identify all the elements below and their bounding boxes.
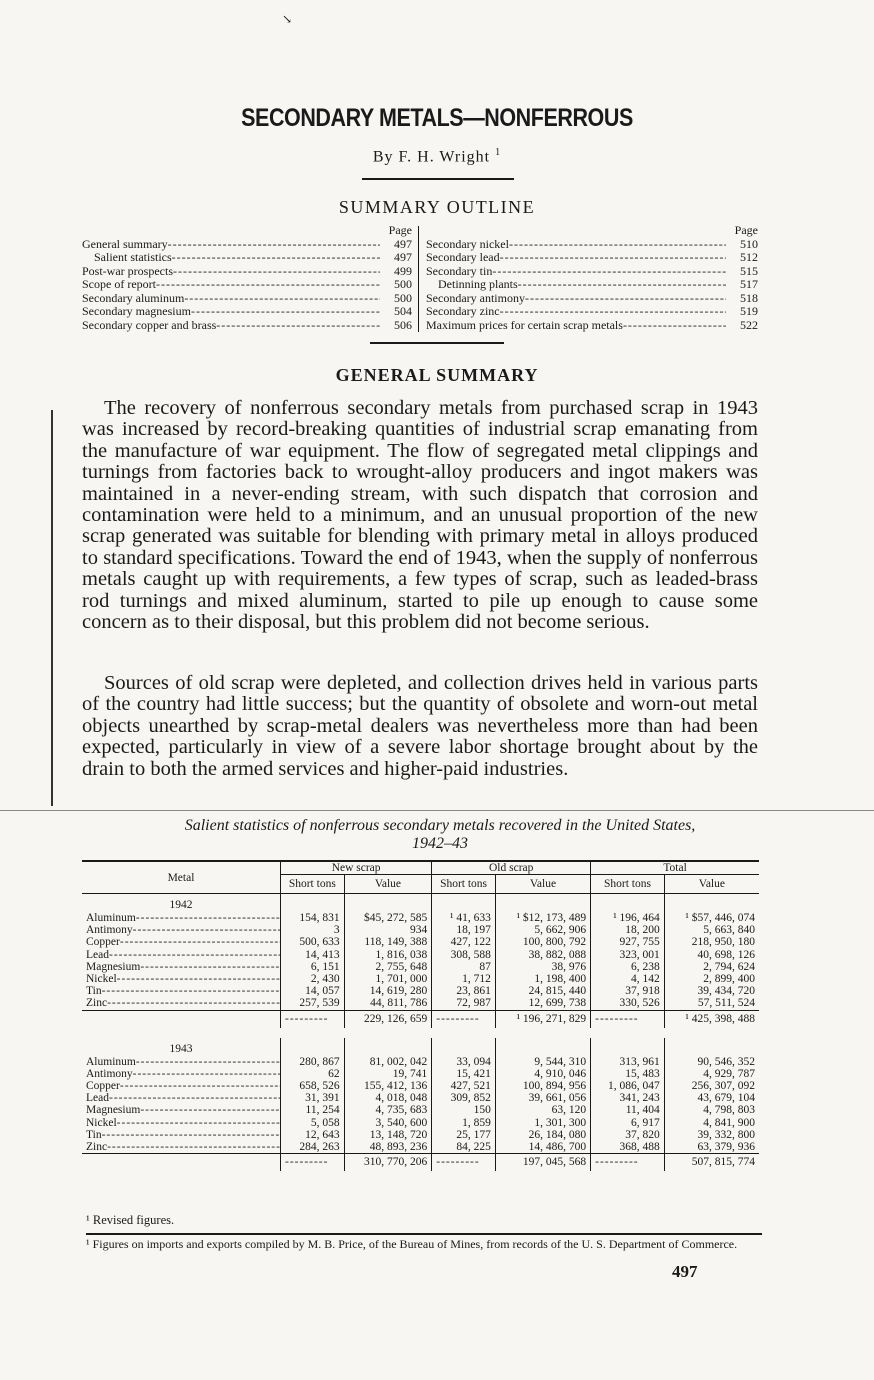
- total-tot-tons-dash: [591, 1154, 665, 1172]
- cell-tot-value: 39, 332, 800: [664, 1129, 759, 1141]
- col-old-scrap-header: Old scrap: [432, 862, 591, 875]
- cell-old-value: 1, 198, 400: [495, 973, 590, 985]
- page-title: SECONDARY METALS—NONFERROUS: [241, 104, 633, 132]
- cell-new-value: 2, 755, 648: [344, 961, 432, 973]
- year-row-cell: [591, 894, 665, 913]
- cell-tot-value: 39, 434, 720: [664, 985, 759, 997]
- metal-name-text: Lead: [86, 1092, 109, 1105]
- cell-new-value: 155, 412, 136: [344, 1080, 432, 1092]
- toc-entry-label: Secondary antimony: [426, 291, 525, 305]
- cell-new-value: 14, 619, 280: [344, 985, 432, 997]
- cell-tot-tons: 15, 483: [591, 1068, 665, 1080]
- toc-leader-dots: [191, 305, 380, 319]
- cell-tot-tons: 6, 917: [591, 1117, 665, 1129]
- table-row: [82, 985, 759, 997]
- toc-entry: [82, 292, 412, 306]
- toc-leader-dots: [156, 278, 380, 292]
- cell-old-value: ¹ $12, 173, 489: [495, 912, 590, 924]
- salient-statistics-table: [82, 862, 759, 1171]
- year-row-cell: [495, 1038, 590, 1056]
- table-title-line-1: Salient statistics of nonferrous secondary metals recovered in the United States,: [184, 817, 696, 834]
- cell-old-value: 63, 120: [495, 1104, 590, 1116]
- toc-entry: [82, 238, 412, 252]
- year-row-cell: [591, 1038, 665, 1056]
- cell-tot-value: 5, 663, 840: [664, 924, 759, 936]
- year-row-cell: [432, 1038, 496, 1056]
- toc-entry: [426, 319, 758, 333]
- metal-name-text: Zinc: [86, 1141, 108, 1154]
- cell-old-tons: 308, 588: [432, 949, 496, 961]
- table-row: [82, 997, 759, 1010]
- table-row: [82, 973, 759, 985]
- metal-name-text: Magnesium: [86, 960, 141, 973]
- toc-entry-label: Scope of report: [82, 278, 156, 291]
- toc-entry: [82, 265, 412, 279]
- cell-tot-value: 4, 929, 787: [664, 1068, 759, 1080]
- metal-name: [82, 949, 281, 961]
- toc-entry-page: 512: [740, 251, 758, 264]
- toc-right-page-header: Page: [734, 223, 758, 237]
- toc-entry-label: Secondary tin: [426, 264, 493, 278]
- toc-right-column: [426, 224, 758, 332]
- col-total-header: Total: [591, 862, 759, 875]
- cell-new-tons: 11, 254: [281, 1104, 345, 1116]
- toc-leader-dots: [525, 292, 726, 306]
- cell-old-value: 12, 699, 738: [495, 997, 590, 1010]
- section-divider: [0, 810, 874, 811]
- footnote-revised: ¹ Revised figures.: [86, 1213, 175, 1227]
- table-row: [82, 1068, 759, 1080]
- metal-name-text: Antimony: [86, 1067, 133, 1080]
- toc-entry-page: 510: [740, 237, 758, 251]
- cell-old-tons: 427, 521: [432, 1080, 496, 1092]
- toc-entry-page: 500: [394, 278, 412, 291]
- cell-new-tons: 3: [281, 924, 345, 936]
- metal-name: [82, 985, 281, 997]
- cell-new-tons: 31, 391: [281, 1092, 345, 1104]
- table-title: [60, 817, 820, 853]
- scan-mark: ↘: [282, 12, 293, 26]
- toc-entry-label: General summary: [82, 237, 168, 251]
- summary-outline-heading: SUMMARY OUTLINE: [338, 197, 536, 217]
- cell-tot-tons: 37, 918: [591, 985, 665, 997]
- cell-new-tons: 14, 057: [281, 985, 345, 997]
- cell-tot-value: 2, 899, 400: [664, 973, 759, 985]
- cell-old-tons: 309, 852: [432, 1092, 496, 1104]
- metal-name: [82, 961, 281, 973]
- metal-name-text: Aluminum: [86, 912, 136, 924]
- cell-tot-tons: 18, 200: [591, 924, 665, 936]
- total-new-value: 310, 770, 206: [344, 1154, 432, 1172]
- toc-entry: [426, 265, 758, 279]
- cell-tot-value: 57, 511, 524: [664, 997, 759, 1010]
- toc-entry-page: 519: [740, 305, 758, 318]
- margin-bar: [51, 410, 53, 806]
- toc-entry-label: Secondary nickel: [426, 237, 509, 251]
- total-tot-value: ¹ 425, 398, 488: [664, 1010, 759, 1028]
- year-row-cell: [281, 894, 345, 913]
- cell-new-tons: 2, 430: [281, 973, 345, 985]
- cell-new-value: 118, 149, 388: [344, 936, 432, 948]
- total-new-tons-dash: [281, 1154, 345, 1172]
- cell-tot-tons: 37, 820: [591, 1129, 665, 1141]
- toc-entry-label: Salient statistics: [94, 251, 172, 264]
- total-tot-tons-dash: [591, 1010, 665, 1028]
- spacer-row: [82, 1028, 759, 1038]
- toc-entry-page: 506: [394, 318, 412, 332]
- total-new-value: 229, 126, 659: [344, 1010, 432, 1028]
- total-row: [82, 1154, 759, 1172]
- metal-name: [82, 997, 281, 1010]
- cell-tot-tons: 927, 755: [591, 936, 665, 948]
- byline: [0, 147, 874, 166]
- cell-old-value: 5, 662, 906: [495, 924, 590, 936]
- toc-entry-label: Detinning plants: [438, 278, 518, 291]
- toc-leader-dots: [500, 305, 726, 319]
- summary-paragraph-1-text: The recovery of nonferrous secondary metals from purchased scrap in 1943 was increased by record-breaking quantities of industrial scrap emanating from the manufacture of war equipment. The flow of segregated metal clippings and turnings from factories back to wrought-alloy producers and ingot makers was maintained in a never-ending stream, with such dispatch that corrosion and contamination were held to a minimum, and an unusual proportion of the new scrap generated was suitable for blending with primary metal in alloys produced to standard specifications. Toward the end of 1943, when the supply of nonferrous metals caught up with requirements, a few types of scrap, such as leaded-brass rod turnings and mixed aluminum, started to pile up enough to cause some concern as to their disposal, but this problem did not become serious.: [82, 397, 758, 634]
- toc-left-column: [82, 224, 412, 332]
- cell-new-tons: 658, 526: [281, 1080, 345, 1092]
- footnote-author: ¹ Figures on imports and exports compiled by M. B. Price, of the Bureau of Mines, from records of the U. S. Department of Commerce.: [86, 1237, 738, 1251]
- cell-tot-tons: 323, 001: [591, 949, 665, 961]
- toc-entry: [426, 305, 758, 319]
- cell-old-value: 38, 976: [495, 961, 590, 973]
- table-row: [82, 1080, 759, 1092]
- metal-name: [82, 1104, 281, 1116]
- metal-name: [82, 1056, 281, 1068]
- col-metal-header: Metal: [82, 862, 281, 894]
- cell-tot-tons: 1, 086, 047: [591, 1080, 665, 1092]
- toc-entry-page: 500: [394, 291, 412, 305]
- table-row: [82, 924, 759, 936]
- year-row-cell: [432, 894, 496, 913]
- toc-leader-dots: [500, 251, 726, 265]
- col-new-scrap-header: New scrap: [281, 862, 432, 875]
- cell-tot-value: 4, 841, 900: [664, 1117, 759, 1129]
- cell-old-tons: 1, 859: [432, 1117, 496, 1129]
- table-row: [82, 936, 759, 948]
- cell-new-value: 4, 018, 048: [344, 1092, 432, 1104]
- cell-tot-tons: 341, 243: [591, 1092, 665, 1104]
- toc-leader-dots: [518, 278, 726, 292]
- year-label: 1943: [169, 1042, 193, 1055]
- year-row-cell: [664, 1038, 759, 1056]
- toc-entry-label: Secondary zinc: [426, 305, 500, 318]
- toc-leader-dots: [509, 238, 726, 252]
- spacer-cell: [82, 1028, 759, 1038]
- metal-name-text: Nickel: [86, 1116, 117, 1129]
- year-row-cell: [495, 894, 590, 913]
- total-old-tons-dash: [432, 1010, 496, 1028]
- cell-tot-tons: 368, 488: [591, 1141, 665, 1154]
- cell-tot-value: ¹ $57, 446, 074: [664, 912, 759, 924]
- cell-old-tons: 15, 421: [432, 1068, 496, 1080]
- year-label: 1942: [169, 899, 193, 911]
- toc-entry-label: Maximum prices for certain scrap metals: [426, 318, 623, 332]
- total-row: [82, 1010, 759, 1028]
- toc-entry-label: Secondary copper and brass: [82, 318, 217, 332]
- toc-entry-label: Secondary magnesium: [82, 305, 191, 318]
- cell-new-value: 3, 540, 600: [344, 1117, 432, 1129]
- metal-name: [82, 936, 281, 948]
- total-label-blank: [82, 1010, 281, 1028]
- metal-name: [82, 1117, 281, 1129]
- toc-leader-dots: [492, 265, 726, 279]
- toc-left-page-header: Page: [388, 223, 412, 237]
- total-new-tons-dash: [281, 1010, 345, 1028]
- toc-entry-page: 499: [394, 264, 412, 278]
- cell-old-value: 9, 544, 310: [495, 1056, 590, 1068]
- cell-tot-value: 40, 698, 126: [664, 949, 759, 961]
- toc-entry-page: 518: [740, 291, 758, 305]
- cell-old-tons: 84, 225: [432, 1141, 496, 1154]
- metal-name: [82, 1080, 281, 1092]
- total-old-tons-dash: [432, 1154, 496, 1172]
- toc-entry-page: 497: [394, 251, 412, 264]
- cell-old-value: 24, 815, 440: [495, 985, 590, 997]
- toc-entry-label: Secondary lead: [426, 251, 500, 264]
- toc-entry-page: 504: [394, 305, 412, 318]
- cell-tot-value: 63, 379, 936: [664, 1141, 759, 1154]
- cell-new-value: 48, 893, 236: [344, 1141, 432, 1154]
- cell-old-value: 26, 184, 080: [495, 1129, 590, 1141]
- cell-new-value: 4, 735, 683: [344, 1104, 432, 1116]
- col-new-value-header: Value: [344, 875, 432, 894]
- year-row-cell: [344, 894, 432, 913]
- table-row: [82, 1056, 759, 1068]
- cell-old-tons: 427, 122: [432, 936, 496, 948]
- year-row-cell: [344, 1038, 432, 1056]
- general-summary-heading: GENERAL SUMMARY: [335, 365, 539, 385]
- cell-old-value: 4, 910, 046: [495, 1068, 590, 1080]
- cell-new-tons: 62: [281, 1068, 345, 1080]
- toc-leader-dots: [168, 238, 380, 252]
- cell-old-value: 100, 894, 956: [495, 1080, 590, 1092]
- byline-footnote-ref: 1: [495, 147, 502, 158]
- cell-new-tons: 257, 539: [281, 997, 345, 1010]
- byline-text: By F. H. Wright: [372, 148, 491, 166]
- cell-old-value: 100, 800, 792: [495, 936, 590, 948]
- cell-old-value: 39, 661, 056: [495, 1092, 590, 1104]
- cell-tot-tons: 11, 404: [591, 1104, 665, 1116]
- cell-new-value: 19, 741: [344, 1068, 432, 1080]
- toc-entry: [82, 251, 412, 265]
- cell-tot-tons: 4, 142: [591, 973, 665, 985]
- cell-new-tons: 5, 058: [281, 1117, 345, 1129]
- total-tot-value: 507, 815, 774: [664, 1154, 759, 1172]
- cell-new-tons: 12, 643: [281, 1129, 345, 1141]
- cell-old-tons: 1, 712: [432, 973, 496, 985]
- table-row: [82, 1117, 759, 1129]
- toc-leader-dots: [184, 292, 380, 306]
- toc-entry: [82, 319, 412, 333]
- toc-entry: [426, 238, 758, 252]
- outline-rule: [370, 342, 504, 344]
- table-row: [82, 912, 759, 924]
- metal-name-text: Nickel: [86, 973, 117, 986]
- table-row: [82, 1104, 759, 1116]
- cell-old-tons: 23, 861: [432, 985, 496, 997]
- summary-paragraph-1: [82, 398, 758, 633]
- toc-entry-page: 517: [740, 278, 758, 291]
- cell-new-value: 44, 811, 786: [344, 997, 432, 1010]
- cell-new-tons: 284, 263: [281, 1141, 345, 1154]
- year-row: [82, 1038, 759, 1056]
- cell-tot-tons: 313, 961: [591, 1056, 665, 1068]
- toc-leader-dots: [216, 319, 380, 333]
- toc-entry-page: 497: [394, 237, 412, 251]
- col-tot-tons-header: Short tons: [591, 875, 665, 894]
- cell-old-tons: 33, 094: [432, 1056, 496, 1068]
- year-row-cell: [664, 894, 759, 913]
- col-old-value-header: Value: [495, 875, 590, 894]
- cell-new-value: 1, 701, 000: [344, 973, 432, 985]
- cell-old-tons: 150: [432, 1104, 496, 1116]
- metal-name-text: Zinc: [86, 997, 108, 1010]
- total-label-blank: [82, 1154, 281, 1172]
- cell-new-tons: 280, 867: [281, 1056, 345, 1068]
- cell-new-value: 13, 148, 720: [344, 1129, 432, 1141]
- metal-name-text: Lead: [86, 948, 109, 961]
- cell-tot-tons: ¹ 196, 464: [591, 912, 665, 924]
- metal-name-text: Copper: [86, 936, 120, 949]
- toc-entry: [426, 292, 758, 306]
- toc-entry-page: 522: [740, 318, 758, 332]
- cell-old-tons: 87: [432, 961, 496, 973]
- cell-tot-value: 4, 798, 803: [664, 1104, 759, 1116]
- total-old-value: 197, 045, 568: [495, 1154, 590, 1172]
- cell-new-value: 1, 816, 038: [344, 949, 432, 961]
- summary-paragraph-2-text: Sources of old scrap were depleted, and collection drives held in various parts of the country had little success; but the quantity of obsolete and worn-out metal objects unearthed by scrap-metal dealers was nevertheless more than had been expected, particularly in view of a severe labor shortage brought about by the drain to both the armed services and higher-paid industries.: [82, 672, 758, 780]
- year-row: [82, 894, 759, 913]
- cell-old-value: 38, 882, 088: [495, 949, 590, 961]
- cell-old-tons: ¹ 41, 633: [432, 912, 496, 924]
- toc-entry-label: Post-war prospects: [82, 264, 173, 278]
- metal-name: [82, 1068, 281, 1080]
- cell-tot-value: 2, 794, 624: [664, 961, 759, 973]
- toc-leader-dots: [173, 265, 380, 279]
- cell-new-tons: 500, 633: [281, 936, 345, 948]
- toc-leader-dots: [172, 251, 380, 265]
- table-title-line-2: 1942–43: [412, 835, 468, 852]
- metal-name-text: Antimony: [86, 924, 133, 937]
- col-old-tons-header: Short tons: [432, 875, 496, 894]
- cell-new-value: 934: [344, 924, 432, 936]
- toc-entry: [426, 251, 758, 265]
- cell-old-value: 14, 486, 700: [495, 1141, 590, 1154]
- table-row: [82, 1092, 759, 1104]
- metal-name-text: Magnesium: [86, 1104, 141, 1117]
- metal-name: [82, 973, 281, 985]
- cell-tot-value: 218, 950, 180: [664, 936, 759, 948]
- footnote-rule: [86, 1233, 762, 1235]
- metal-name: [82, 1092, 281, 1104]
- metal-name: [82, 1141, 281, 1154]
- col-tot-value-header: Value: [664, 875, 759, 894]
- toc-entry: [426, 278, 758, 292]
- cell-tot-value: 43, 679, 104: [664, 1092, 759, 1104]
- summary-paragraph-2: [82, 673, 758, 780]
- toc-entry-label: Secondary aluminum: [82, 291, 185, 305]
- year-row-cell: [281, 1038, 345, 1056]
- total-old-value: ¹ 196, 271, 829: [495, 1010, 590, 1028]
- cell-old-tons: 25, 177: [432, 1129, 496, 1141]
- table-row: [82, 1129, 759, 1141]
- metal-name: [82, 924, 281, 936]
- cell-new-value: $45, 272, 585: [344, 912, 432, 924]
- metal-name: [82, 912, 281, 924]
- table-row: [82, 949, 759, 961]
- cell-tot-tons: 330, 526: [591, 997, 665, 1010]
- cell-new-value: 81, 002, 042: [344, 1056, 432, 1068]
- cell-old-tons: 18, 197: [432, 924, 496, 936]
- toc-entry: [82, 278, 412, 292]
- table-row: [82, 1141, 759, 1154]
- cell-tot-value: 90, 546, 352: [664, 1056, 759, 1068]
- toc-entry: [82, 305, 412, 319]
- toc-leader-dots: [623, 319, 726, 333]
- col-new-tons-header: Short tons: [281, 875, 345, 894]
- title-rule: [362, 178, 514, 180]
- metal-name-text: Tin: [86, 985, 102, 998]
- cell-new-tons: 14, 413: [281, 949, 345, 961]
- page-number: 497: [672, 1262, 698, 1281]
- cell-tot-value: 256, 307, 092: [664, 1080, 759, 1092]
- table-row: [82, 961, 759, 973]
- toc-divider: [418, 226, 419, 332]
- cell-old-value: 1, 301, 300: [495, 1117, 590, 1129]
- metal-name: [82, 1129, 281, 1141]
- cell-old-tons: 72, 987: [432, 997, 496, 1010]
- cell-new-tons: 6, 151: [281, 961, 345, 973]
- cell-new-tons: 154, 831: [281, 912, 345, 924]
- metal-name-text: Tin: [86, 1128, 102, 1141]
- toc-entry-page: 515: [740, 264, 758, 278]
- metal-name-text: Aluminum: [86, 1055, 136, 1068]
- cell-tot-tons: 6, 238: [591, 961, 665, 973]
- metal-name-text: Copper: [86, 1080, 120, 1093]
